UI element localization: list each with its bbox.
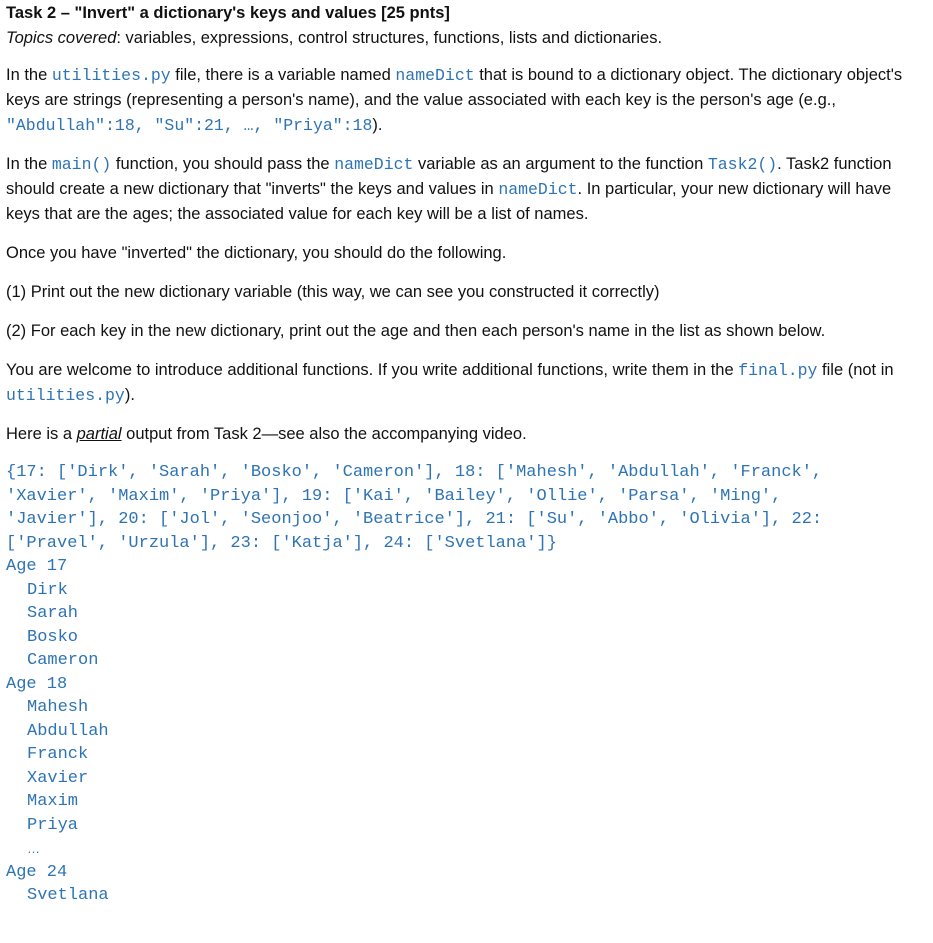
topics-text: : variables, expressions, control structures, functions, lists and dictionaries. xyxy=(116,29,663,47)
code-task2-function: Task2() xyxy=(707,155,778,174)
paragraph-partial-output xyxy=(6,422,923,447)
text: . Task2 function should create a new dictionary that "inverts" the keys and values in xyxy=(6,155,892,198)
paragraph-namedict-intro xyxy=(6,63,923,138)
text: . In particular, your new dictionary will have keys that are the ages; the associated value for each key will be a list of names. xyxy=(6,180,892,223)
age-heading-24: Age 24 xyxy=(6,862,68,882)
name-entry: Cameron xyxy=(27,651,99,670)
text: file, there is a variable named xyxy=(170,66,396,84)
paragraph-additional-functions xyxy=(6,358,923,408)
code-final-file: final.py xyxy=(738,361,818,380)
dict-output-line: ['Pravel', 'Urzula'], 23: ['Katja'], 24: ['Svetlana']} xyxy=(6,533,557,553)
paragraph-task2-function xyxy=(6,152,923,227)
text: In the xyxy=(6,66,52,84)
code-namedict: nameDict xyxy=(334,155,414,174)
name-entry: Mahesh xyxy=(27,698,89,717)
dict-output-line: {17: ['Dirk', 'Sarah', 'Bosko', 'Cameron'], 18: ['Mahesh', 'Abdullah', 'Franck', xyxy=(6,463,823,482)
paragraph-step-2: (2) For each key in the new dictionary, print out the age and then each person's name in the list as shown below. xyxy=(6,322,826,340)
text: ). xyxy=(124,386,135,404)
name-entry: Xavier xyxy=(27,768,89,788)
text: Here is a xyxy=(6,425,77,443)
paragraph-step-1: (1) Print out the new dictionary variable (this way, we can see you constructed it correctly) xyxy=(6,283,660,301)
code-utilities-file: utilities.py xyxy=(6,386,125,405)
name-entry: Abdullah xyxy=(27,721,109,741)
topics-covered xyxy=(6,27,923,49)
code-example-pairs: "Abdullah":18, "Su":21, …, "Priya":18 xyxy=(6,116,373,135)
name-entry: Franck xyxy=(27,745,89,764)
dict-output-line: 'Javier'], 20: ['Jol', 'Seonjoo', 'Beatrice'], 21: ['Su', 'Abbo', 'Olivia'], 22: xyxy=(6,510,823,529)
code-namedict: nameDict xyxy=(498,180,578,199)
text: You are welcome to introduce additional functions. If you write additional functions, write them in the xyxy=(6,361,739,379)
name-entry: Maxim xyxy=(27,792,79,811)
topics-label: Topics covered xyxy=(6,29,117,47)
dict-output-line: 'Xavier', 'Maxim', 'Priya'], 19: ['Kai', 'Bailey', 'Ollie', 'Parsa', 'Ming', xyxy=(6,486,782,506)
name-entry: Sarah xyxy=(27,604,79,623)
name-entry: Priya xyxy=(27,815,79,835)
name-entry: Bosko xyxy=(27,627,79,647)
text: function, you should pass the xyxy=(111,155,335,173)
age-heading-17: Age 17 xyxy=(6,557,68,576)
paragraph-instructions-intro: Once you have "inverted" the dictionary, you should do the following. xyxy=(6,244,507,262)
sample-output xyxy=(6,461,923,908)
text: In the xyxy=(6,155,52,173)
name-entry: Svetlana xyxy=(27,886,109,905)
output-ellipsis: … xyxy=(27,841,40,856)
text: output from Task 2—see also the accompanying video. xyxy=(121,425,527,443)
text: variable as an argument to the function xyxy=(413,155,708,173)
age-heading-18: Age 18 xyxy=(6,674,68,694)
name-entry: Dirk xyxy=(27,580,68,600)
code-main-function: main() xyxy=(51,155,112,174)
emphasis-partial: partial xyxy=(76,425,122,443)
text: file (not in xyxy=(817,361,894,379)
task-title: Task 2 – "Invert" a dictionary's keys and values [25 pnts] xyxy=(6,4,450,22)
code-namedict: nameDict xyxy=(395,66,475,85)
text: that is bound to a dictionary object. The dictionary object's keys are strings (representing a person's name), and the value associated with each key is the person's age (e.g., xyxy=(6,66,903,109)
text: ). xyxy=(372,116,383,134)
code-utilities-file: utilities.py xyxy=(51,66,171,85)
